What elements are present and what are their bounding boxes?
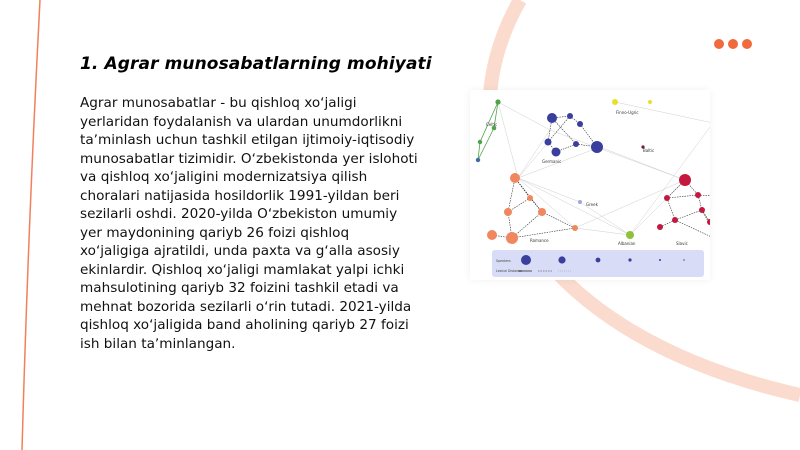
dot-icon: [742, 39, 752, 49]
label-greek: Greek: [586, 202, 598, 207]
label-albanian: Albanian: [618, 241, 636, 246]
decorative-dots: [714, 39, 752, 49]
label-romance: Romance: [530, 238, 549, 243]
language-network-image: [470, 90, 710, 280]
romance-edges: [492, 178, 575, 238]
legend-speakers-label: Speakers: [496, 259, 511, 263]
graph-legend: [492, 250, 704, 277]
slavic-nodes: [657, 174, 710, 245]
legend-distance-label: Lexical Distance: [496, 269, 522, 273]
edges: [498, 102, 710, 235]
network-graph: [470, 90, 710, 280]
dot-icon: [714, 39, 724, 49]
celtic-edges: [478, 102, 498, 160]
germanic-nodes: [545, 113, 604, 157]
label-baltic: Baltic: [643, 148, 655, 153]
slide-title: 1. Agrar munosabatlarning mohiyati: [80, 54, 432, 74]
label-celtic: Celtic: [486, 122, 498, 127]
slide-body-text: Agrar munosabatlar - bu qishloq xoʻjaligi yerlaridan foydalanish va ulardan unumdorlikni taʼminlash uchun tashkil etilgan ijtimoiy-iqtisodiy munosabatlar tizimidir. Oʻzbekistonda yer islohoti va qishloq xoʻjaligini modernizatsiya qilish choralari natijasida hosildorlik 1991-yildan beri sezilarli oshdi. 2020-yilda Oʻzbekiston umumiy yer maydonining qariyb 26 foizi qishloq xoʻjaligiga ajratildi, unda paxta va gʻalla asosiy ekinlardir. Qishloq xoʻjaligi mamlakat yalpi ichki mahsulotining qariyb 32 foizini tashkil etadi va mehnat bozorida sezilarli oʻrin tutadi. 2021-yilda qishloq xoʻjaligida band aholining qariyb 27 foizi ish bilan taʼminlangan.: [80, 95, 418, 352]
label-finno-ugric: Finno-Ugric: [616, 110, 639, 115]
label-germanic: Germanic: [542, 159, 562, 164]
label-slavic: Slavic: [676, 241, 688, 246]
dot-icon: [728, 39, 738, 49]
